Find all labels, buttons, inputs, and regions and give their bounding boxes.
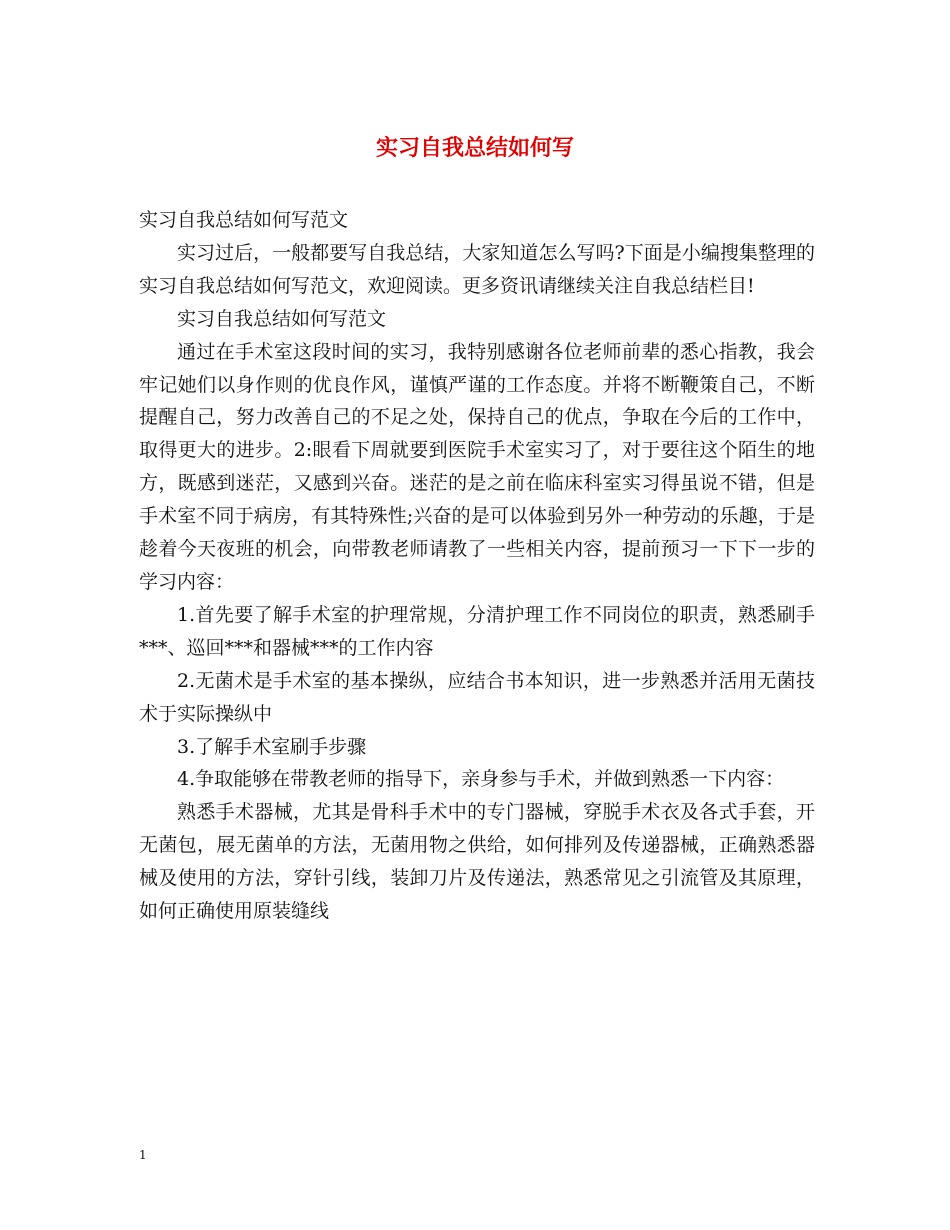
document-title: 实习自我总结如何写: [375, 135, 574, 161]
list-item-3: 3.了解手术室刷手步骤: [177, 735, 367, 758]
paragraph-main: 通过在手术室这段时间的实习，我特别感谢各位老师前辈的悉心指教，我会牢记她们以身作则的优良作风，谨慎严谨的工作态度。并将不断鞭策自己，不断提醒自己，努力改善自己的不足之处，保持自己的优点，争取在今后的工作中，取得更大的进步。2:眼看下周就要到医院手术室实习了，对于要往这个陌生的地方，既感到迷茫，又感到兴奋。迷茫的是之前在临床科室实习得虽说不错，但是手术室不同于病房，有其特殊性;兴奋的是可以体验到另外一种劳动的乐趣，于是趁着今天夜班的机会，向带教老师请教了一些相关内容，提前预习一下下一步的学习内容：: [139, 340, 815, 593]
page-number: 1: [139, 1148, 147, 1162]
list-item-2: 2.无菌术是手术室的基本操纵，应结合书本知识，进一步熟悉并活用无菌技术于实际操纵中: [139, 669, 815, 725]
document-body: [139, 204, 815, 928]
list-item-1: 1.首先要了解手术室的护理常规，分清护理工作不同岗位的职责，熟悉刷手***、巡回***和器械***的工作内容: [139, 603, 815, 659]
paragraph-section-heading: 实习自我总结如何写范文: [177, 307, 387, 330]
paragraph-intro: 实习过后，一般都要写自我总结，大家知道怎么写吗?下面是小编搜集整理的实习自我总结如何写范文，欢迎阅读。更多资讯请继续关注自我总结栏目!: [139, 241, 815, 297]
list-item-4: 4.争取能够在带教老师的指导下，亲身参与手术，并做到熟悉一下内容：: [177, 768, 785, 791]
paragraph-subtitle: 实习自我总结如何写范文: [139, 209, 349, 231]
paragraph-details: 熟悉手术器械，尤其是骨科手术中的专门器械，穿脱手术衣及各式手套，开无菌包，展无菌单的方法，无菌用物之供给，如何排列及传递器械，正确熟悉器械及使用的方法，穿针引线，装卸刀片及传递法，熟悉常见之引流管及其原理，如何正确使用原装缝线: [139, 801, 815, 923]
